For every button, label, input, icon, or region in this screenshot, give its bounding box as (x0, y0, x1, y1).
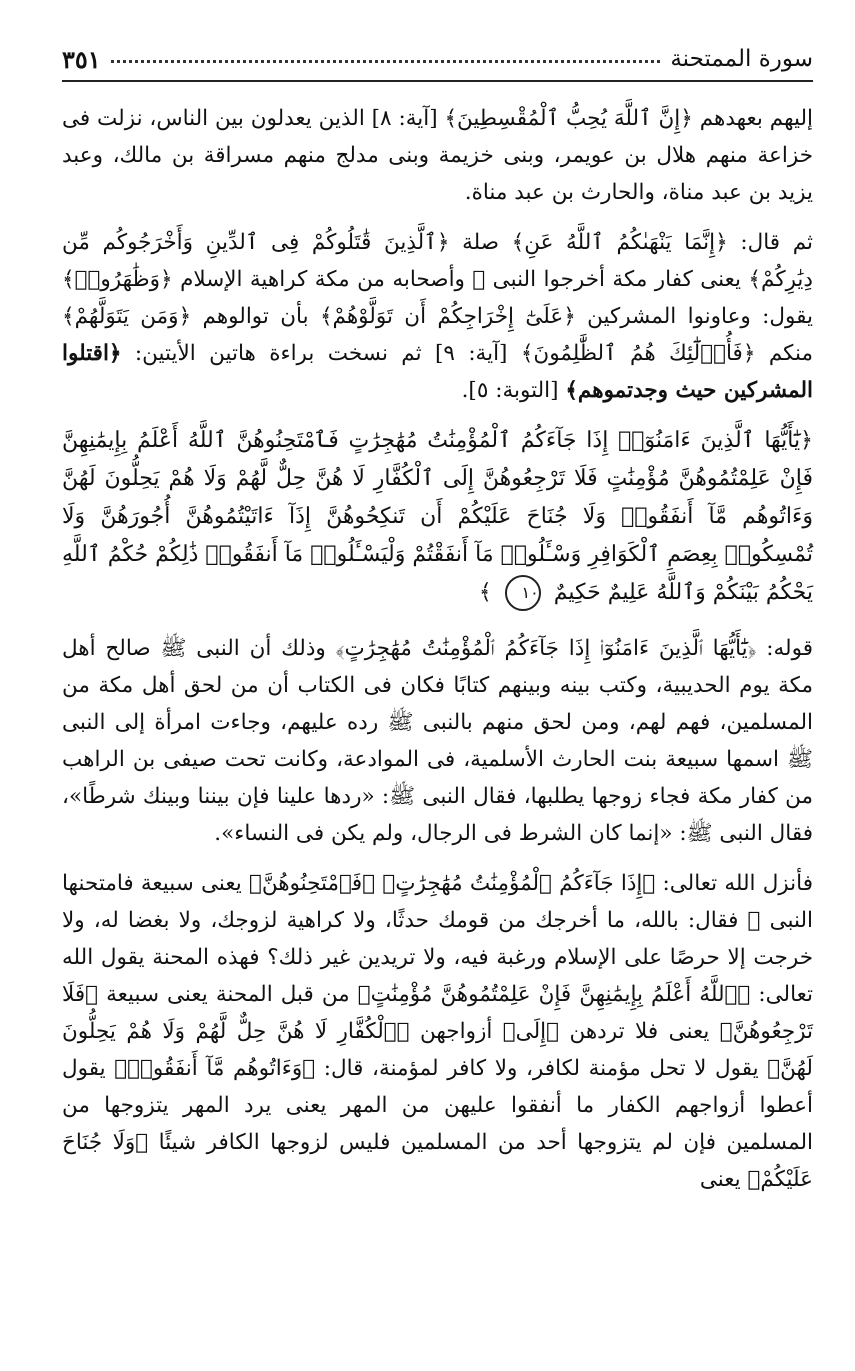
commentary-text: قوله: (756, 636, 813, 661)
quran-quote: ﴿ٱلَّذِينَ قَٰتَلُوكُمْ فِى ٱلدِّينِ وَأَخْرَجُوكُم مِّن دِيَٰرِكُمْ﴾ (62, 230, 813, 292)
quran-quote: ﴿فَأُو۟لَٰٓئِكَ هُمُ ٱلظَّٰلِمُونَ﴾ (520, 341, 756, 366)
quran-quote: ﴿وَلَا جُنَاحَ عَلَيْكُمْ﴾ (62, 1130, 813, 1192)
bold-citation: ﴿اقتلوا المشركين حيث وجدتموهم﴾ (62, 341, 813, 403)
commentary-paragraph (62, 100, 813, 211)
commentary-block-2 (62, 630, 813, 1198)
commentary-text: إليهم بعهدهم (692, 106, 813, 131)
commentary-text: يقول أعطوا أزواجهم الكفار ما أنفقوا عليهن من المهر يعنى يرد المهر يتزوجها من المسلمين فإن لم يتزوجها أحد من المسلمين فليس لزوجها الكافر شيئًا (62, 1056, 813, 1155)
quran-quote: ﴿وَءَاتُوهُم مَّآ أَنفَقُوا۟﴾ (114, 1056, 316, 1081)
quran-quote: ﴿إِلَى﴾ (502, 1019, 560, 1044)
commentary-paragraph (62, 224, 813, 409)
commentary-text: يعنى (699, 1167, 748, 1192)
commentary-block-1 (62, 100, 813, 409)
commentary-text: [آية: ٨] الذين يعدلون بين الناس، نزلت فى خزاعة منهم هلال بن عويمر، وبنى خزيمة وبنى مدلج منهم مسراقة بن مالك، وعبد يزيد بن عبد مناة، والحارث بن عبد مناة. (62, 106, 813, 205)
page-number: ٣٥١ (62, 44, 101, 74)
commentary-text: يقول لا تحل مؤمنة لكافر، ولا كافر لمؤمنة، قال: (315, 1056, 768, 1081)
commentary-text: من قبل المحنة يعنى سبيعة (98, 982, 358, 1007)
commentary-text: يعنى كفار مكة أخرجوا النبى ﷺ وأصحابه من مكة كراهية الإسلام (172, 267, 749, 292)
commentary-text: فأنزل الله تعالى: (655, 871, 813, 896)
verse-text: ﴿يَٰٓأَيُّهَا ٱلَّذِينَ ءَامَنُوٓا۟ إِذَا جَآءَكُمُ ٱلْمُؤْمِنَٰتُ مُهَٰجِرَٰتٍ فَٱمْتَحِنُوهُنَّ ٱللَّهُ أَعْلَمُ بِإِيمَٰنِهِنَّ فَإِنْ عَلِمْتُمُوهُنَّ مُؤْمِنَٰتٍ فَلَا تَرْجِعُوهُنَّ إِلَى ٱلْكُفَّارِ لَا هُنَّ حِلٌّ لَّهُمْ وَلَا هُمْ يَحِلُّونَ لَهُنَّ وَءَاتُوهُم مَّآ أَنفَقُوا۟ وَلَا جُنَاحَ عَلَيْكُمْ أَن تَنكِحُوهُنَّ إِذَآ ءَاتَيْتُمُوهُنَّ أُجُورَهُنَّ وَلَا تُمْسِكُوا۟ بِعِصَمِ ٱلْكَوَافِرِ وَسْـَٔلُوا۟ مَآ أَنفَقْتُمْ وَلْيَسْـَٔلُوا۟ مَآ أَنفَقُوا۟ ذَٰلِكُمْ حُكْمُ ٱللَّهِ يَحْكُمُ بَيْنَكُمْ وَٱللَّهُ عَلِيمٌ حَكِيمٌ (62, 428, 813, 605)
quran-quote: ﴿ٱللَّهُ أَعْلَمُ بِإِيمَٰنِهِنَّ فَإِنْ عَلِمْتُمُوهُنَّ مُؤْمِنَٰتٍ﴾ (357, 982, 751, 1007)
quran-quote: ﴿إِنَّمَا يَنْهَىٰكُمُ ٱللَّهُ عَنِ﴾ (511, 230, 728, 255)
commentary-text: بأن توالوهم (191, 304, 320, 329)
commentary-text: [التوبة: ٥]. (461, 378, 566, 403)
commentary-paragraph (62, 865, 813, 1198)
page-header (62, 38, 813, 82)
quran-quote: ﴿إِنَّ ٱللَّهَ يُحِبُّ ٱلْمُقْسِطِينَ﴾ (444, 106, 693, 131)
quran-quote: ﴿وَمَن يَتَوَلَّهُمْ﴾ (62, 304, 192, 329)
quran-quote: ﴿ٱلْكُفَّارِ لَا هُنَّ حِلٌّ لَّهُمْ وَلَا هُمْ يَحِلُّونَ لَهُنَّ﴾ (62, 1019, 813, 1081)
commentary-text: منكم (755, 341, 813, 366)
quran-quote: ﴿يَٰٓأَيُّهَا ٱلَّذِينَ ءَامَنُوٓا۟ إِذَا جَآءَكُمُ ٱلْمُؤْمِنَٰتُ مُهَٰجِرَٰتٍ﴾ (335, 636, 757, 661)
commentary-text: صلة (449, 230, 512, 255)
verse-closing-bracket: ﴾ (478, 580, 492, 605)
quran-verse-block (62, 422, 813, 612)
commentary-text: يقول: وعاونوا المشركين (575, 304, 813, 329)
commentary-text: أزواجهن (409, 1019, 503, 1044)
header-dotted-leader (111, 56, 661, 63)
commentary-text: [آية: ٩] ثم نسخت براءة هاتين الأيتين: (121, 341, 521, 366)
verse-number-marker: ١٠ (505, 575, 541, 611)
commentary-text: ثم قال: (727, 230, 813, 255)
commentary-text: يعنى فلا تردهن (559, 1019, 720, 1044)
commentary-text: يعنى سبيعة فامتحنها النبى ﷺ فقال: بالله، ما أخرجك من قومك حدثًا، ولا كراهية لزوجك، ولا بغضا له، ولا خرجت إلا حرصًا على الإسلام ورغبة فيه، ولا تريدين غير ذلك؟ فهذه المحنة يقول الله تعالى: (62, 871, 813, 1007)
surah-title: سورة الممتحنة (670, 46, 813, 72)
quran-quote: ﴿عَلَىٰٓ إِخْرَاجِكُمْ أَن تَوَلَّوْهُمْ﴾ (319, 304, 576, 329)
quran-quote: ﴿فَلَا تَرْجِعُوهُنَّ﴾ (62, 982, 814, 1044)
quran-quote: ﴿وَظَٰهَرُوا۟﴾ (62, 267, 173, 292)
commentary-paragraph (62, 630, 813, 852)
commentary-text: وذلك أن النبى ﷺ صالح أهل مكة يوم الحديبية، وكتب بينه وبينهم كتابًا فكان فى الكتاب أن من لحق أهل مكة من المسلمين، فهم لهم، ومن لحق منهم بالنبى ﷺ رده عليهم، وجاءت امرأة إلى النبى ﷺ اسمها سبيعة بنت الحارث الأسلمية، فى الموادعة، وكانت تحت صيفى بن الراهب من كفار مكة فجاء زوجها يطلبها، فقال النبى ﷺ: «ردها علينا فإن بيننا وبينك شرطًا»، فقال النبى ﷺ: «إنما كان الشرط فى الرجال، ولم يكن فى النساء». (62, 636, 813, 846)
quran-quote: ﴿إِذَا جَآءَكُمُ ٱلْمُؤْمِنَٰتُ مُهَٰجِرَٰتٍ﴾ (382, 871, 656, 896)
quran-quote: ﴿فَٱمْتَحِنُوهُنَّ﴾ (248, 871, 376, 896)
